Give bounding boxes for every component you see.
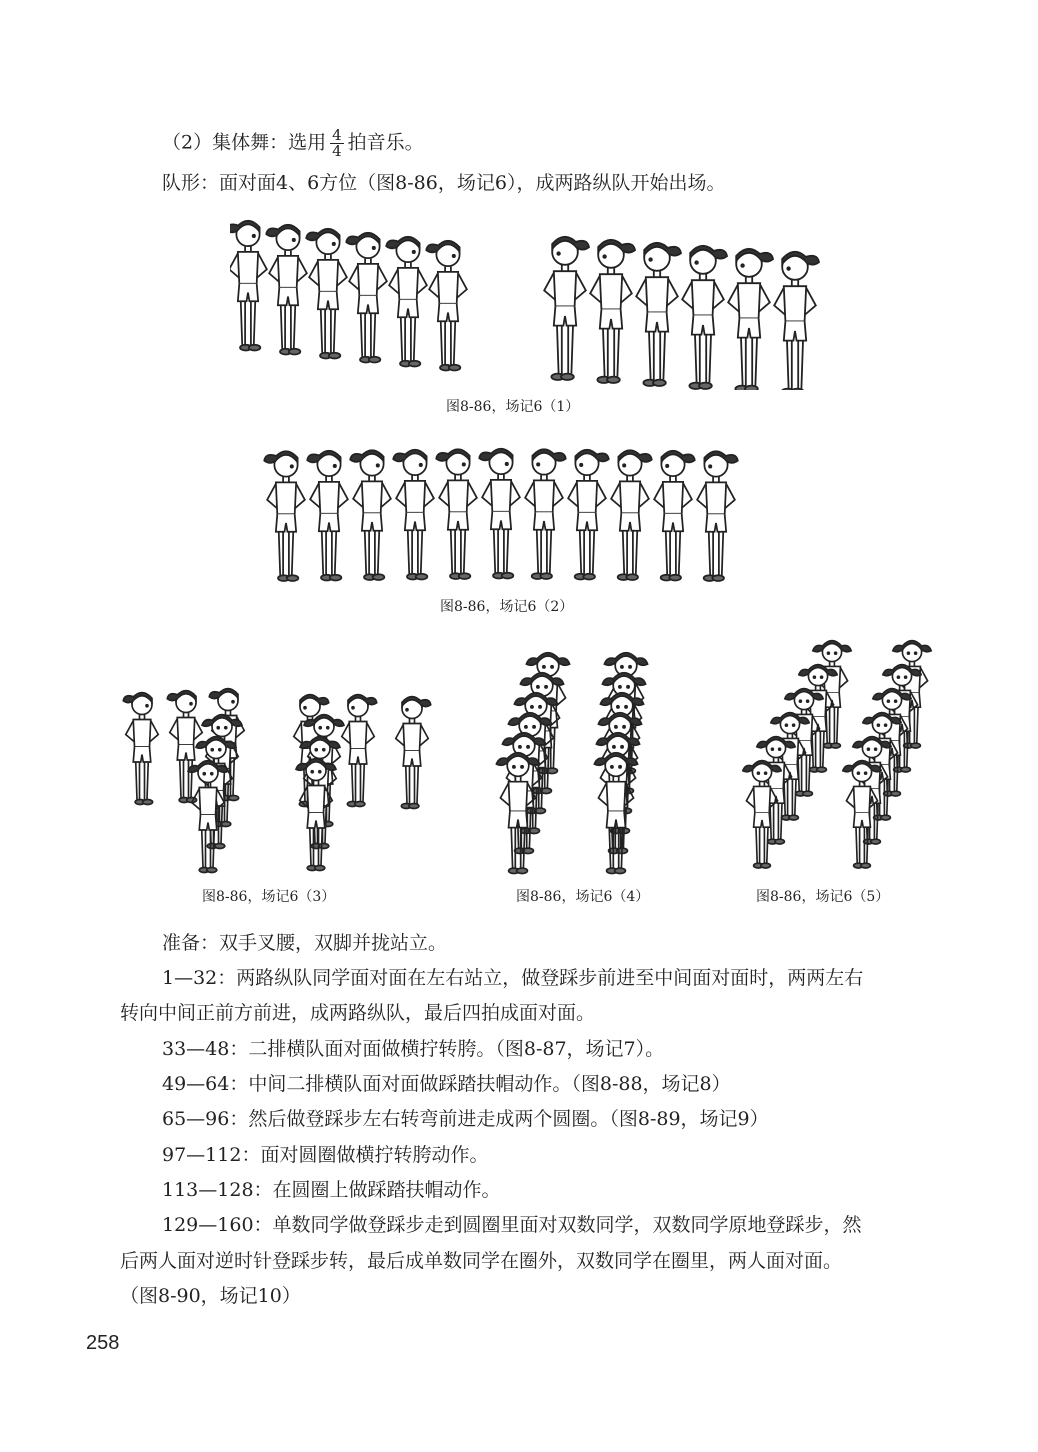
- dancer-figure: [479, 449, 520, 579]
- row-facing: [264, 449, 738, 581]
- dancer-figure: [230, 221, 267, 351]
- figure-caption-3: 图8-86，场记6（3）: [202, 889, 336, 905]
- figure-caption-2: 图8-86，场记6（2）: [440, 599, 574, 615]
- text-step-129-160-c: （图8-90，场记10）: [120, 1285, 301, 1307]
- text-step-113-128: 113—128：在圆圈上做踩踏扶帽动作。: [162, 1179, 501, 1201]
- dancer-figure: [436, 449, 477, 579]
- text-step-129-160-a: 129—160：单数同学做登踩步走到圆圈里面对双数同学，双数同学原地登踩步，然: [162, 1214, 862, 1236]
- dancer-figure: [525, 449, 566, 579]
- figure-caption-1: 图8-86，场记6（1）: [446, 399, 580, 415]
- dancer-figure: [307, 451, 348, 581]
- dancer-figure: [396, 697, 431, 809]
- dancer-figure: [266, 225, 307, 355]
- row-right: [544, 237, 819, 390]
- dancer-figure: [682, 246, 727, 389]
- figure-formation-1: [230, 218, 820, 390]
- text-prepare: 准备：双手叉腰，双脚并拢站立。: [162, 932, 448, 954]
- text-step-1-32-b: 转向中间正前方前进，成两路纵队，最后四拍成面对面。: [120, 1002, 596, 1024]
- time-signature-fraction: $\frac{4}{4}$: [332, 126, 342, 160]
- figure-formation-3: [120, 684, 455, 874]
- text-step-65-96: 65—96：然后做登踩步左右转弯前进走成两个圆圈。（图8-89，场记9）: [162, 1108, 769, 1130]
- dancer-figure: [654, 451, 695, 581]
- dancer-figure: [393, 450, 434, 580]
- text-step-129-160-b: 后两人面对逆时针登踩步转，最后成单数同学在圈外，双数同学在圈里，两人面对面。: [120, 1250, 843, 1272]
- dancer-figure: [728, 249, 773, 390]
- formation-group-4: [496, 653, 647, 874]
- dancer-figure: [123, 693, 158, 805]
- page-number: 258: [86, 1332, 120, 1354]
- dancer-figure: [386, 237, 427, 367]
- figure-caption-4: 图8-86，场记6（4）: [516, 889, 650, 905]
- row-left: [230, 221, 467, 371]
- dancer-figure: [590, 240, 635, 383]
- dancer-figure: [636, 243, 681, 386]
- dancer-figure: [264, 451, 305, 581]
- dancer-figure: [774, 252, 819, 390]
- dancer-figure: [544, 237, 589, 380]
- figure-formation-2: [262, 444, 762, 589]
- figure-caption-5: 图8-86，场记6（5）: [756, 889, 890, 905]
- dancer-figure: [611, 450, 652, 580]
- dancer-figure: [568, 450, 609, 580]
- dancer-figure: [697, 451, 738, 581]
- formation-group-3: [123, 689, 431, 873]
- formation-group-5: [743, 641, 931, 868]
- text-step-33-48: 33—48：二排横队面对面做横拧转胯。（图8-87，场记7）。: [162, 1038, 665, 1060]
- text-step-97-112: 97—112：面对圆圈做横拧转胯动作。: [162, 1144, 489, 1166]
- section-heading: （2）集体舞：选用 $\frac{4}{4}$ 拍音乐。: [162, 126, 424, 160]
- figure-formation-4: [484, 648, 674, 876]
- figure-formation-5: [740, 636, 940, 876]
- dancer-figure: [426, 241, 467, 371]
- text-step-49-64: 49—64：中间二排横队面对面做踩踏扶帽动作。（图8-88，场记8）: [162, 1073, 731, 1095]
- formation-line: 队形：面对面4、6方位（图8-86，场记6），成两路纵队开始出场。: [162, 172, 726, 194]
- text-step-1-32-a: 1—32：两路纵队同学面对面在左右站立，做登踩步前进至中间面对面时，两两左右: [162, 967, 864, 989]
- dancer-figure: [350, 450, 391, 580]
- dancer-figure: [342, 695, 377, 807]
- dancer-figure: [346, 233, 387, 363]
- dancer-figure: [306, 229, 347, 359]
